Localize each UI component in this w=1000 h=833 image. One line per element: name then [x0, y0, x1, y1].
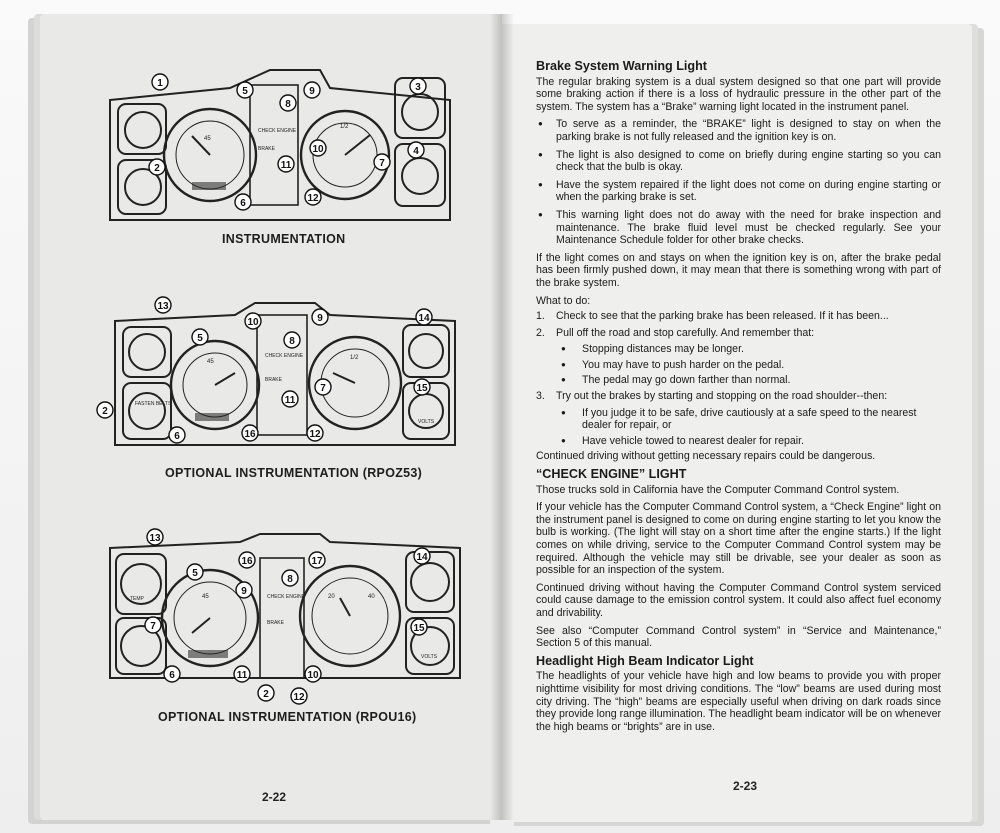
callout-14: [416, 309, 432, 325]
check-engine-p1: Those trucks sold in California have the Computer Command Control system.: [536, 483, 900, 496]
svg-text:6: 6: [240, 198, 246, 209]
callout-16: [242, 425, 258, 441]
svg-text:15: 15: [416, 383, 428, 394]
svg-text:8: 8: [287, 574, 293, 585]
callout-15: [414, 379, 430, 395]
volts-label: VOLTS: [421, 654, 438, 660]
callout-12: [307, 425, 323, 441]
callout-13: [155, 297, 171, 313]
callout-7: [315, 379, 331, 395]
what-to-do: What to do:: [536, 294, 591, 307]
svg-text:7: 7: [150, 621, 156, 632]
callout-6: [169, 427, 185, 443]
callout-6: [235, 194, 251, 210]
speedo-tick: 45: [207, 359, 214, 365]
svg-text:2: 2: [102, 406, 108, 417]
svg-text:16: 16: [241, 556, 253, 567]
caption-rpou16: OPTIONAL INSTRUMENTATION (RPOU16): [158, 710, 417, 724]
step2-sub: ● Stopping distances may be longer.: [536, 343, 941, 356]
callout-10: [245, 313, 261, 329]
tach-tick: 20: [328, 594, 335, 600]
svg-text:11: 11: [280, 160, 292, 171]
callout-5: [237, 82, 253, 98]
svg-text:8: 8: [289, 336, 295, 347]
brake-bullet: ● Have the system repaired if the light does not come on during engine starting or when the parking brake is set.: [536, 179, 941, 204]
step-3: 3. Try out the brakes by starting and stopping on the road shoulder--then:: [536, 390, 888, 403]
svg-text:6: 6: [174, 431, 180, 442]
speedo-tick: 45: [202, 594, 209, 600]
step2-sub: ● The pedal may go down farther than normal.: [536, 374, 941, 387]
right-page-text: [536, 60, 941, 738]
check-engine-p3: Continued driving without having the Computer Command Control system serviced could cause damage to the emission control system. It could also affect fuel economy and drivability.: [536, 581, 941, 619]
callout-5: [187, 564, 203, 580]
book-spine: [490, 14, 514, 820]
callout-7: [145, 617, 161, 633]
caption-instrumentation: INSTRUMENTATION: [222, 232, 346, 246]
callout-9: [312, 309, 328, 325]
svg-text:9: 9: [241, 586, 247, 597]
brake-intro: The regular braking system is a dual system designed so that one part will provide some braking action if there is a loss of hydraulic pressure in the other part of the system. The system has a “Brake” warning light located in the instrument panel.: [536, 75, 941, 113]
callout-9: [304, 82, 320, 98]
svg-text:11: 11: [284, 395, 296, 406]
callout-13: [147, 529, 163, 545]
step-2: 2. Pull off the road and stop carefully. And remember that:: [536, 326, 815, 339]
callout-12: [305, 189, 321, 205]
continued-driving: Continued driving without getting necessary repairs could be dangerous.: [536, 450, 876, 463]
svg-text:10: 10: [312, 144, 324, 155]
check-engine-p4: See also “Computer Command Control system” in “Service and Maintenance,” Section 5 of this manual.: [536, 624, 941, 650]
callout-7: [374, 154, 390, 170]
svg-text:10: 10: [307, 670, 319, 681]
caption-rpoz53: OPTIONAL INSTRUMENTATION (RPOZ53): [165, 466, 423, 480]
svg-text:5: 5: [192, 568, 198, 579]
svg-text:7: 7: [379, 158, 385, 169]
optional-instrumentation-rpoz53-diagram: [95, 295, 470, 455]
svg-text:13: 13: [157, 301, 169, 312]
callout-14: [414, 548, 430, 564]
callout-2: [149, 159, 165, 175]
brake-label: BRAKE: [265, 377, 282, 383]
brake-label: BRAKE: [258, 146, 275, 152]
callout-3: [410, 78, 426, 94]
fuel-half-label: 1/2: [340, 124, 349, 130]
callout-10: [305, 666, 321, 682]
heading-high-beam: Headlight High Beam Indicator Light: [536, 653, 754, 668]
callout-12: [291, 688, 307, 704]
callout-1: [152, 74, 168, 90]
check-engine-label: CHECK ENGINE: [258, 128, 297, 134]
page-number-left: 2-22: [262, 790, 287, 804]
svg-text:1: 1: [157, 78, 163, 89]
step3-sub: ● If you judge it to be safe, drive cautiously at a safe speed to the nearest dealer for repair, or: [536, 407, 941, 432]
callout-11: [278, 156, 294, 172]
check-engine-p2: If your vehicle has the Computer Command Control system, a “Check Engine” light on the instrument panel is designed to come on during engine starting to let you know the bulb is working. (The light will stay on a short time after the engine starts.) If the light comes on while driving, service to the Computer Command Control system may be required. Although the vehicle may still be drivable, see your dealer as soon as possible for an inspection of the system.: [536, 501, 941, 577]
callout-8: [280, 95, 296, 111]
svg-text:13: 13: [149, 533, 161, 544]
svg-text:4: 4: [413, 146, 419, 157]
svg-text:3: 3: [415, 82, 421, 93]
callout-11: [282, 391, 298, 407]
if-light-on-paragraph: If the light comes on and stays on when the ignition key is on, after the brake pedal has been firmly pushed down, it may mean that there is something wrong with part of the brake system.: [536, 251, 941, 289]
svg-text:14: 14: [416, 552, 428, 563]
tach-tick: 40: [368, 594, 375, 600]
callout-2: [97, 402, 113, 418]
svg-text:9: 9: [309, 86, 315, 97]
callout-8: [284, 332, 300, 348]
svg-text:7: 7: [320, 383, 326, 394]
brake-label: BRAKE: [267, 620, 284, 626]
callout-11: [234, 666, 250, 682]
fuel-half-label: 1/2: [350, 355, 359, 361]
high-beam-p1: The headlights of your vehicle have high and low beams to provide you with proper nighttime visibility for most driving conditions. The “low” beams are used during most city driving. The “high” beams are especially useful when driving on dark roads since they provide long range illumination. The headlight beam indicator will be on whenever the high beams or “brights” are in use.: [536, 670, 941, 733]
instrumentation-diagram: [100, 60, 460, 230]
heading-check-engine: “CHECK ENGINE” LIGHT: [536, 467, 687, 482]
svg-text:2: 2: [154, 163, 160, 174]
callout-6: [164, 666, 180, 682]
brake-bullet: ● The light is also designed to come on briefly during engine starting so you can check that the bulb is okay.: [536, 149, 941, 174]
fasten-belts-label: FASTEN BELTS: [135, 401, 172, 407]
temp-label: TEMP: [130, 596, 144, 602]
callout-9: [236, 582, 252, 598]
page-number-right: 2-23: [733, 779, 758, 793]
step3-sub: ● Have vehicle towed to nearest dealer for repair.: [536, 435, 941, 448]
svg-text:12: 12: [309, 429, 321, 440]
svg-text:8: 8: [285, 99, 291, 110]
callout-4: [408, 142, 424, 158]
svg-text:14: 14: [418, 313, 430, 324]
callout-8: [282, 570, 298, 586]
callout-17: [309, 552, 325, 568]
check-engine-label: CHECK ENGINE: [267, 594, 306, 600]
step-1: 1. Check to see that the parking brake has been released. If it has been...: [536, 310, 889, 323]
callout-10: [310, 140, 326, 156]
heading-brake-warning: Brake System Warning Light: [536, 59, 707, 73]
svg-text:2: 2: [263, 689, 269, 700]
svg-text:6: 6: [169, 670, 175, 681]
svg-text:15: 15: [413, 623, 425, 634]
svg-text:5: 5: [242, 86, 248, 97]
svg-text:16: 16: [244, 429, 256, 440]
volts-label: VOLTS: [418, 419, 435, 425]
check-engine-label: CHECK ENGINE: [265, 353, 304, 359]
callout-16: [239, 552, 255, 568]
svg-text:9: 9: [317, 313, 323, 324]
callout-5: [192, 329, 208, 345]
svg-text:12: 12: [293, 692, 305, 703]
callout-15: [411, 619, 427, 635]
callout-2: [258, 685, 274, 701]
svg-text:10: 10: [247, 317, 259, 328]
brake-bullet: ● To serve as a reminder, the “BRAKE” light is designed to stay on when the parking brake is not fully released and the ignition key is on.: [536, 118, 941, 143]
svg-text:11: 11: [236, 670, 248, 681]
svg-text:12: 12: [307, 193, 319, 204]
optional-instrumentation-rpou16-diagram: [100, 528, 470, 708]
step2-sub: ● You may have to push harder on the pedal.: [536, 359, 941, 372]
speedo-tick: 45: [204, 136, 211, 142]
svg-text:5: 5: [197, 333, 203, 344]
brake-bullet: ● This warning light does not do away with the need for brake inspection and maintenance. The brake fluid level must be checked regularly. See your Maintenance Schedule folder for other brake checks.: [536, 209, 941, 247]
svg-text:17: 17: [311, 556, 323, 567]
